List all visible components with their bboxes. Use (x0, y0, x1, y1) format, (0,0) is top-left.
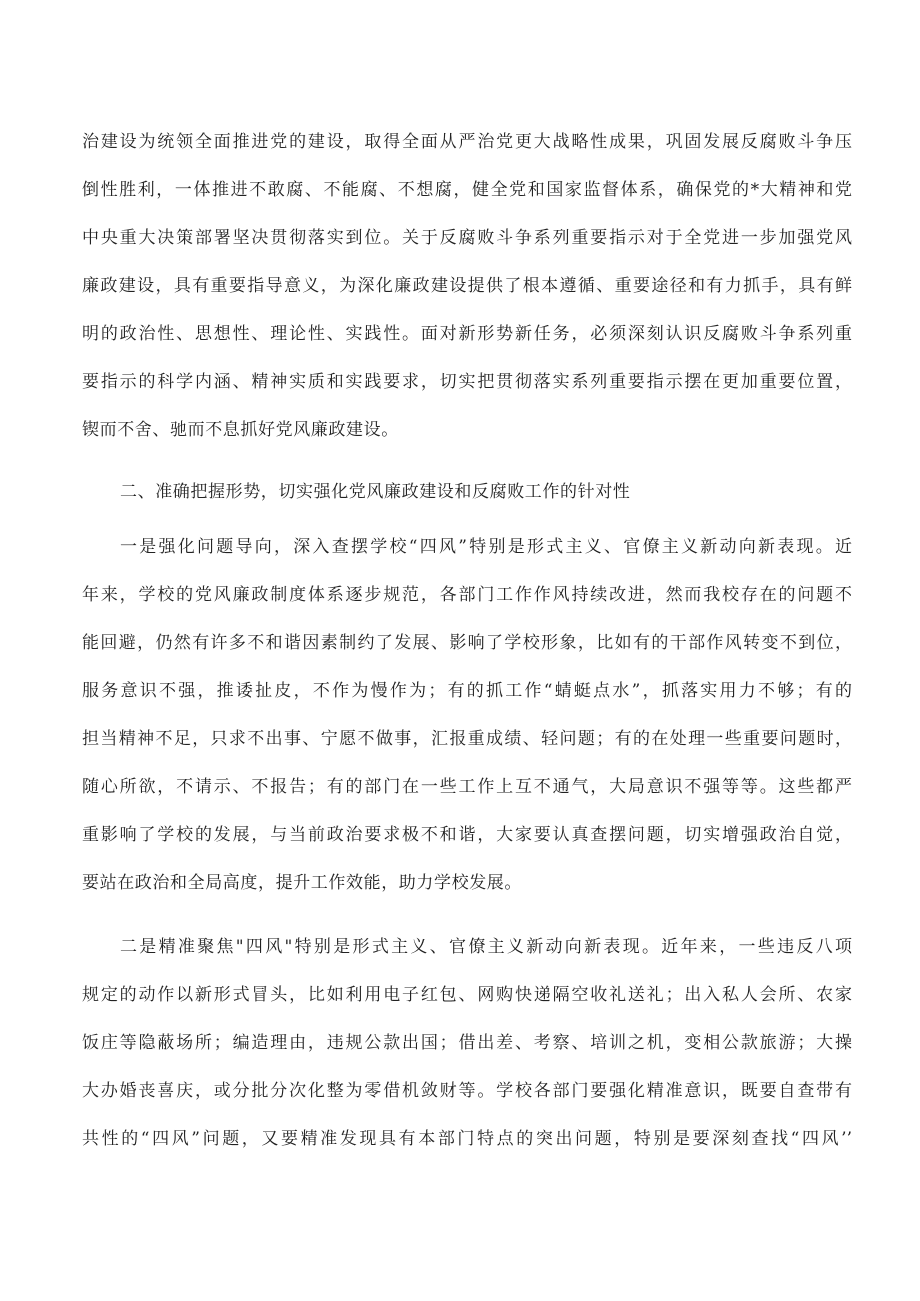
paragraph-1-line-5: 明的政治性、思想性、理论性、实践性。面对新形势新任务，必须深刻认识反腐败斗争系列重 (82, 324, 852, 344)
paragraph-3-line-1: 二是精准聚焦"四风"特别是形式主义、官僚主义新动向新表现。近年来，一些违反八项 (120, 937, 852, 957)
paragraph-3-line-4: 大办婚丧喜庆，或分批分次化整为零借机敛财等。学校各部门要强化精准意识，既要自查带有 (82, 1081, 852, 1101)
paragraph-2-line-8: 要站在政治和全局高度，提升工作效能，助力学校发展。 (82, 873, 522, 893)
paragraph-1-line-7: 锲而不舍、驰而不息抓好党风廉政建设。 (82, 420, 399, 440)
paragraph-1-line-6: 要指示的科学内涵、精神实质和实践要求，切实把贯彻落实系列重要指示摆在更加重要位置， (82, 372, 852, 392)
paragraph-1-line-2: 倒性胜利，一体推进不敢腐、不能腐、不想腐，健全党和国家监督体系，确保党的*大精神和党 (82, 180, 852, 200)
paragraph-2-line-2: 年来，学校的党风廉政制度体系逐步规范，各部门工作作风持续改进，然而我校存在的问题不 (82, 585, 852, 605)
paragraph-3-line-3: 饭庄等隐蔽场所；编造理由，违规公款出国；借出差、考察、培训之机，变相公款旅游；大操 (82, 1033, 852, 1053)
paragraph-2-line-5: 担当精神不足，只求不出事、宁愿不做事，汇报重成绩、轻问题；有的在处理一些重要问题时， (82, 729, 852, 749)
paragraph-2-line-6: 随心所欲，不请示、不报告；有的部门在一些工作上互不通气，大局意识不强等等。这些都严 (82, 777, 852, 797)
paragraph-2-line-1: 一是强化问题导向，深入查摆学校“四风”特别是形式主义、官僚主义新动向新表现。近 (120, 537, 852, 557)
paragraph-1-line-3: 中央重大决策部署坚决贯彻落实到位。关于反腐败斗争系列重要指示对于全党进一步加强党风 (82, 228, 852, 248)
paragraph-1-line-4: 廉政建设，具有重要指导意义，为深化廉政建设提供了根本遵循、重要途径和有力抓手，具有鲜 (82, 276, 852, 296)
paragraph-3-line-5: 共性的“四风”问题，又要精准发现具有本部门特点的突出问题，特别是要深刻查找“四风’’ (82, 1129, 852, 1149)
paragraph-2-line-3: 能回避，仍然有许多不和谐因素制约了发展、影响了学校形象，比如有的干部作风转变不到位， (82, 633, 852, 653)
paragraph-1-line-1: 治建设为统领全面推进党的建设，取得全面从严治党更大战略性成果，巩固发展反腐败斗争压 (82, 132, 852, 152)
paragraph-2-line-7: 重影响了学校的发展，与当前政治要求极不和谐，大家要认真查摆问题，切实增强政治自觉， (82, 825, 852, 845)
paragraph-2-line-4: 服务意识不强，推诿扯皮，不作为慢作为；有的抓工作“蜻蜓点水”，抓落实用力不够；有的 (82, 681, 852, 701)
section-heading: 二、准确把握形势，切实强化党风廉政建设和反腐败工作的针对性 (120, 482, 631, 502)
paragraph-3-line-2: 规定的动作以新形式冒头，比如利用电子红包、网购快递隔空收礼送礼；出入私人会所、农家 (82, 985, 852, 1005)
